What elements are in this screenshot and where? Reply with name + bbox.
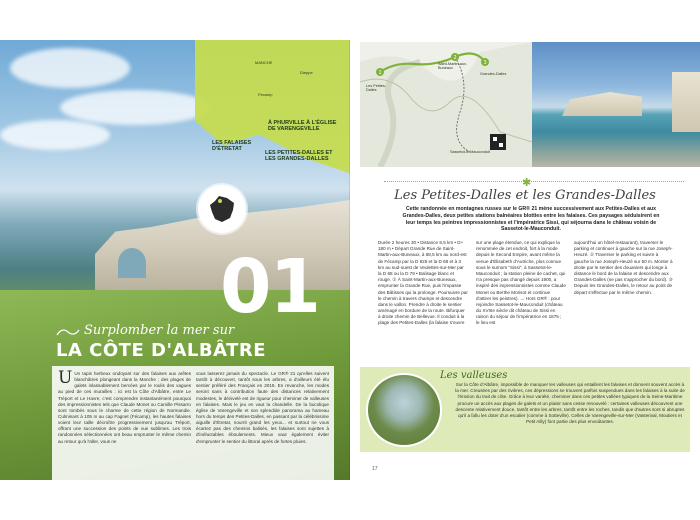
route-map-drawing — [360, 42, 532, 167]
map-town-label: Saint-Martin-aux-Buneaux — [438, 62, 468, 70]
route-lead: Cette randonnée en montagnes russes sur le GR® 21 mène successivement aux Petites-Dalles et aux Grandes-Dalles, deux petites stations balnéaires blotties entre les falaises. Ces paysages séduisirent en leur temps les peintres impressionnistes et l'impératrice Sissi, qui séjourna dans le château voisin de Sassetot-le-Mauconduit. — [402, 206, 660, 233]
route-map — [360, 42, 532, 167]
route-column-2: sur une plage étendue, ce qui explique la renommée de cet endroit, fort à la mode depuis le Second Empire, avant même la venue d'Élisabeth d'Autriche, plus connue sous le surnom "Sissi", à Sassetot-le-Mauconduit ; la station pleine de cachet, qui n'a presque pas changé depuis 1900, a inspiré des impressionnistes comme Claude Monet ou Berthe Morisot et continue d'attirer les peintres). → Hors GR® : pour rejoindre Sassetot-le-Mauconduit (château du XVIIIe siècle dit château de Sissi en raison du séjour de l'impératrice en 1875 ; le lieu est — [476, 240, 566, 326]
chapter-number: 01 — [220, 244, 319, 330]
map-town-label: Dieppe — [300, 70, 313, 75]
hiker-icon: ✱ — [522, 177, 532, 189]
intro-column-2: vous lasserez jamais du spectacle. Le GR® 21 qu'elles suivent tantôt à découvert, tantôt sous les arbres, a d'ailleurs été élu sentier préféré des Français en 2019. En revanche, les modes seront sans à contribution faute des distances relativement modestes, le dénivelé est de rigueur pour cheminer de valleuses en falaises. Mais le jeu en vaut la chandelle. De la bucolique église de Varengeville et son splendide panorama au hameau hors du temps des Petites-Dalles, en passant par la célébrissime aiguille d'Étretat, nourrit grand les yeux... et surtout ne vous écartez pas des chemins balisés, les falaises sont sujettes à d'inéluctables éboulements. Mieux vaut également éviter d'emprunter le sentier du littoral après de fortes pluies. — [196, 371, 329, 444]
title-divider — [384, 181, 684, 182]
map-sea-label: MANCHE — [255, 60, 273, 65]
intro-text-1: Un tapis herbeux ondoyant sur des falaises aux arêtes blanchâtres plongeant dans la Manche ; des plages de galets inlassablement bercées par le roulis des vagues au pied de ces murailles : ici est la Côte d'Albâtre, entre Le Tréport et Le Havre, c'est comprendre instantanément pourquoi des impressionnistes tels que Claude Monet ou Camille Pissarro sont tombés sous le charme de cette région de Normandie. Culminant à 105 m au cap Fagnet (Fécamp), les hautes falaises voient leur taille décroître progressivement jusqu'au Tréport, offrant une succession des points de vue sublimes. Les trois randonnées sélectionnées ont beau emprunter le même chemin au retour qu'à l'aller, vous ne — [58, 371, 191, 444]
route-title: Les Petites-Dalles et les Grandes-Dalles — [394, 188, 656, 203]
valleuse-photo — [366, 373, 442, 447]
page-number: 17 — [372, 466, 378, 472]
book-spread — [0, 40, 700, 480]
svg-text:2: 2 — [453, 55, 457, 61]
map-town-label: Sassetot-le-Mauconduit — [450, 150, 490, 154]
intro-textbox — [52, 366, 334, 480]
valleuses-text: Sur la Côte d'Albâtre, impossible de manquer les valleuses qui entaillent les falaises et donnent souvent accès à la mer. Creusées par des rivières, ces dépressions se trouvent parfois suspendues dans les falaises à la suite de l'érosion du trait de côte. Grâce à leur variété, cheminer dans ces petites vallées typiques de la Seine-Maritime procure un accès aux plages de galets et un plaisir sans cesse renouvelé : certaines valleuses découvrent une descente relativement douce, tantôt entre les arbres, tantôt entre les roches, tandis que d'autres sont si abruptes qu'il a fallu les doter d'un escalier (comme à Sotteville). Celles de Varengeville-sur-Mer (Vasterival, Moutiers et Petit Ailly) font partie des plus envoûtantes. — [455, 382, 685, 425]
left-page-photo — [0, 40, 350, 480]
map-town-label: Fécamp — [258, 92, 273, 97]
svg-text:1: 1 — [378, 70, 382, 76]
intro-column-1 — [58, 368, 191, 445]
map-town-label: Les Petites-Dalles — [366, 84, 387, 92]
swirl-icon — [56, 327, 80, 337]
map-region-label: LES PETITES-DALLES ET LES GRANDES-DALLES — [265, 150, 333, 163]
valleuses-title: Les valleuses — [440, 370, 508, 381]
chapter-title: LA CÔTE D'ALBÂTRE — [56, 340, 267, 361]
coast-photo — [532, 42, 700, 167]
route-column-1: Durée 2 heures 30 • Distance 8,5 km • D+ 180 m • Départ Grande Rue de Saint-Martin-aux-Buneaux, à 68,5 km au nord-est de Fécamp par la D 925 et la D 68 et à 3 km au sud-ouest de Veulettes-sur-Mer par la D 68 ou la D 79 • Balisage blanc et rouge. ① À Saint-Martin-aux-Buneaux, emprunter la Grande Rue, puis l'impasse des Bâtisses qui la prolonge. Poursuivre par le chemin à travers champs et descendre dans le vallon. Prendre à droite le sentier aménagé en bordure de la route. Bifurquer à droite chemin de Bellevue. Il conduit à la plage des Petites-Dalles (la falaise s'ouvre — [378, 240, 468, 326]
svg-text:3: 3 — [483, 60, 487, 66]
right-page — [350, 40, 700, 480]
chapter-kicker: Surplomber la mer sur — [84, 323, 235, 338]
route-column-3: aujourd'hui un hôtel-restaurant), traverser le parking et continuer à gauche sur la rue Joseph-Heuzé. ② Traverser le parking et suivre à gauche la rue Joseph-Heuzé sur 50 m. Monter à droite par le sentier des douaniers qui longe à distance le bord de la falaise et descendre aux Grandes-Dalles (ne pas s'approcher du bord). ③ Depuis les Grandes-Dalles, le retour au point de départ s'effectue par le même chemin. — [574, 240, 673, 295]
map-town-label: Grandes-Dalles — [480, 72, 507, 76]
map-region-label: À PHURVILLE À L'ÉGLISE DE VARENGEVILLE — [268, 120, 337, 133]
france-locator — [198, 185, 246, 233]
france-outline-icon — [207, 194, 237, 224]
map-region-label: LES FALAISES D'ÉTRETAT — [212, 140, 252, 153]
needle-arch — [118, 248, 146, 278]
drop-cap: U — [58, 368, 73, 388]
